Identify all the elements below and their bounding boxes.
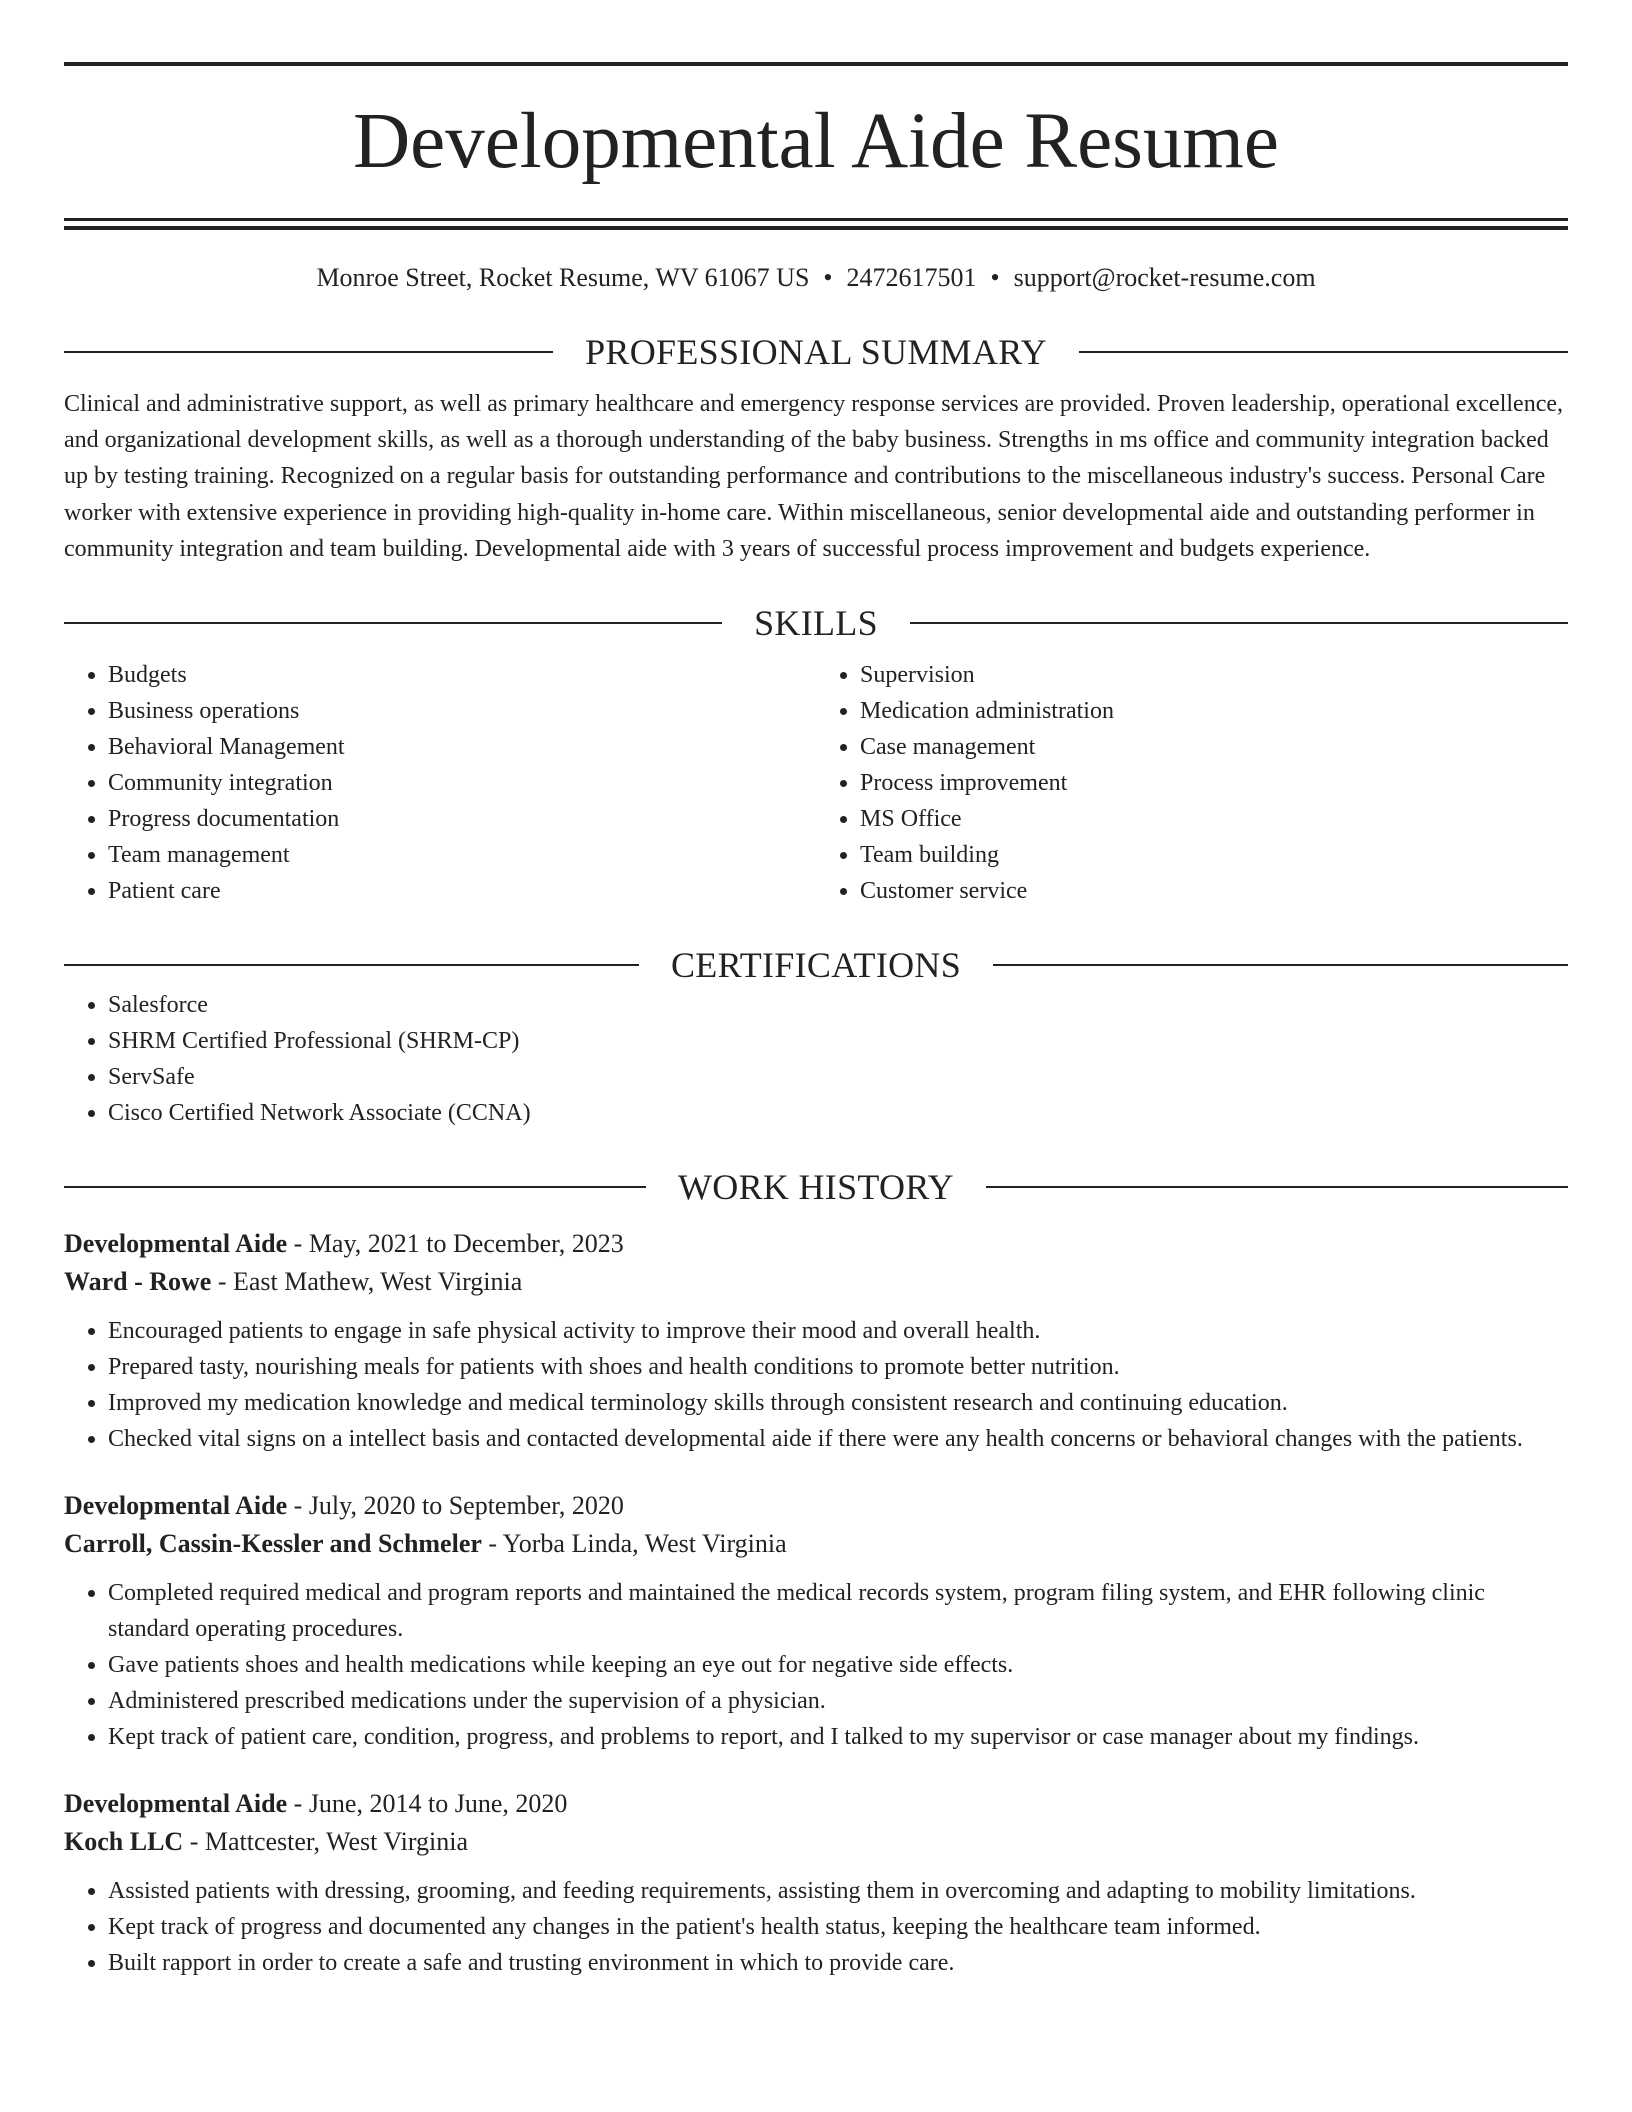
- contact-separator: •: [990, 263, 1000, 292]
- contact-phone: 2472617501: [846, 263, 977, 292]
- heading-rule-left: [64, 1186, 646, 1188]
- work-heading: [64, 1165, 1568, 1209]
- heading-rule-right: [986, 1186, 1568, 1188]
- resume-title: Developmental Aide Resume: [353, 98, 1279, 185]
- job-entry: [64, 1225, 1568, 1457]
- summary-heading: [64, 330, 1568, 374]
- job-employer: Carroll, Cassin-Kessler and Schmeler: [64, 1529, 482, 1559]
- job-employer-line: [64, 1263, 1568, 1301]
- skills-list-left: [64, 657, 816, 909]
- job-dates: - May, 2021 to December, 2023: [287, 1229, 624, 1259]
- contact-email[interactable]: support@rocket-resume.com: [1013, 263, 1316, 292]
- job-location: - East Mathew, West Virginia: [211, 1267, 523, 1297]
- job-title: Developmental Aide: [64, 1789, 288, 1819]
- skill-item: • Process improvement: [860, 765, 1568, 801]
- job-employer-line: [64, 1525, 1568, 1563]
- certification-item: • SHRM Certified Professional (SHRM-CP): [108, 1023, 1568, 1059]
- job-employer-line: [64, 1823, 1568, 1861]
- heading-rule-right: [1079, 351, 1568, 353]
- job-title: Developmental Aide: [64, 1491, 288, 1521]
- heading-rule-left: [64, 351, 553, 353]
- job-duties-list: [64, 1313, 1568, 1457]
- job-duty-item: • Completed required medical and program reports and maintained the medical records system, program filing system, and EHR following clinic standard operating procedures.: [108, 1575, 1568, 1647]
- work-heading-label: WORK HISTORY: [678, 1167, 954, 1208]
- skill-item: • Team management: [108, 837, 816, 873]
- job-duties-list: [64, 1575, 1568, 1755]
- contact-separator: •: [823, 263, 833, 292]
- job-duty-item: • Kept track of progress and documented any changes in the patient's health status, keeping the healthcare team informed.: [108, 1909, 1568, 1945]
- skill-item: • Medication administration: [860, 693, 1568, 729]
- heading-rule-left: [64, 622, 722, 624]
- skill-item: • Customer service: [860, 873, 1568, 909]
- job-duty-item: • Checked vital signs on a intellect basis and contacted developmental aide if there were any health concerns or behavioral changes with the patients.: [108, 1421, 1568, 1457]
- job-dates: - June, 2014 to June, 2020: [287, 1789, 568, 1819]
- work-history: [64, 1225, 1568, 1981]
- skill-item: • Business operations: [108, 693, 816, 729]
- contact-line: [64, 260, 1568, 296]
- skill-item: • Supervision: [860, 657, 1568, 693]
- summary-text: Clinical and administrative support, as well as primary healthcare and emergency response services are provided. Proven leadership, operational excellence, and organizational development skills, as well as a thorough understanding of the baby business. Strengths in ms office and community integration backed up by testing training. Recognized on a regular basis for outstanding performance and contributions to the miscellaneous industry's success. Personal Care worker with extensive experience in providing high-quality in-home care. Within miscellaneous, senior developmental aide and outstanding performer in community integration and team building. Developmental aide with 3 years of successful process improvement and budgets experience.: [64, 391, 1563, 562]
- certifications-heading-label: CERTIFICATIONS: [670, 945, 962, 986]
- heading-rule-right: [993, 964, 1568, 966]
- job-duty-item: • Prepared tasty, nourishing meals for patients with shoes and health conditions to promote better nutrition.: [108, 1349, 1568, 1385]
- skill-item: • Case management: [860, 729, 1568, 765]
- job-employer: Ward - Rowe: [64, 1267, 212, 1297]
- summary-heading-label: PROFESSIONAL SUMMARY: [585, 332, 1047, 372]
- job-duty-item: • Built rapport in order to create a safe and trusting environment in which to provide care.: [108, 1945, 1568, 1981]
- skill-item: • Budgets: [108, 657, 816, 693]
- certifications-list: [64, 987, 1568, 1131]
- skill-item: • MS Office: [860, 801, 1568, 837]
- job-duty-item: • Encouraged patients to engage in safe physical activity to improve their mood and overall health.: [108, 1313, 1568, 1349]
- job-duties-list: [64, 1873, 1568, 1981]
- job-location: - Yorba Linda, West Virginia: [481, 1529, 787, 1559]
- skills-heading-label: SKILLS: [754, 603, 878, 644]
- skill-item: • Progress documentation: [108, 801, 816, 837]
- job-title-line: [64, 1487, 1568, 1525]
- job-employer: Koch LLC: [64, 1827, 184, 1857]
- job-duty-item: • Administered prescribed medications under the supervision of a physician.: [108, 1683, 1568, 1719]
- skills-heading: [64, 601, 1568, 645]
- skills-columns: [64, 657, 1568, 909]
- job-location: - Mattcester, West Virginia: [183, 1827, 469, 1857]
- job-dates: - July, 2020 to September, 2020: [287, 1491, 624, 1521]
- title-double-rule: [64, 218, 1568, 230]
- job-title-line: [64, 1785, 1568, 1823]
- top-rule: [64, 62, 1568, 66]
- heading-rule-left: [64, 964, 639, 966]
- skill-item: • Team building: [860, 837, 1568, 873]
- certifications-heading: [64, 943, 1568, 987]
- job-duty-item: • Gave patients shoes and health medications while keeping an eye out for negative side effects.: [108, 1647, 1568, 1683]
- job-entry: [64, 1487, 1568, 1755]
- heading-rule-right: [910, 622, 1568, 624]
- certification-item: • Cisco Certified Network Associate (CCNA): [108, 1095, 1568, 1131]
- skill-item: • Behavioral Management: [108, 729, 816, 765]
- job-title: Developmental Aide: [64, 1229, 288, 1259]
- job-duty-item: • Improved my medication knowledge and medical terminology skills through consistent research and continuing education.: [108, 1385, 1568, 1421]
- certification-item: • Salesforce: [108, 987, 1568, 1023]
- skills-list-right: [816, 657, 1568, 909]
- skill-item: • Patient care: [108, 873, 816, 909]
- job-entry: [64, 1785, 1568, 1981]
- job-title-line: [64, 1225, 1568, 1263]
- contact-address: Monroe Street, Rocket Resume, WV 61067 US: [316, 263, 810, 292]
- job-duty-item: • Kept track of patient care, condition, progress, and problems to report, and I talked to my supervisor or case manager about my findings.: [108, 1719, 1568, 1755]
- skill-item: • Community integration: [108, 765, 816, 801]
- job-duty-item: • Assisted patients with dressing, grooming, and feeding requirements, assisting them in overcoming and adapting to mobility limitations.: [108, 1873, 1568, 1909]
- certification-item: • ServSafe: [108, 1059, 1568, 1095]
